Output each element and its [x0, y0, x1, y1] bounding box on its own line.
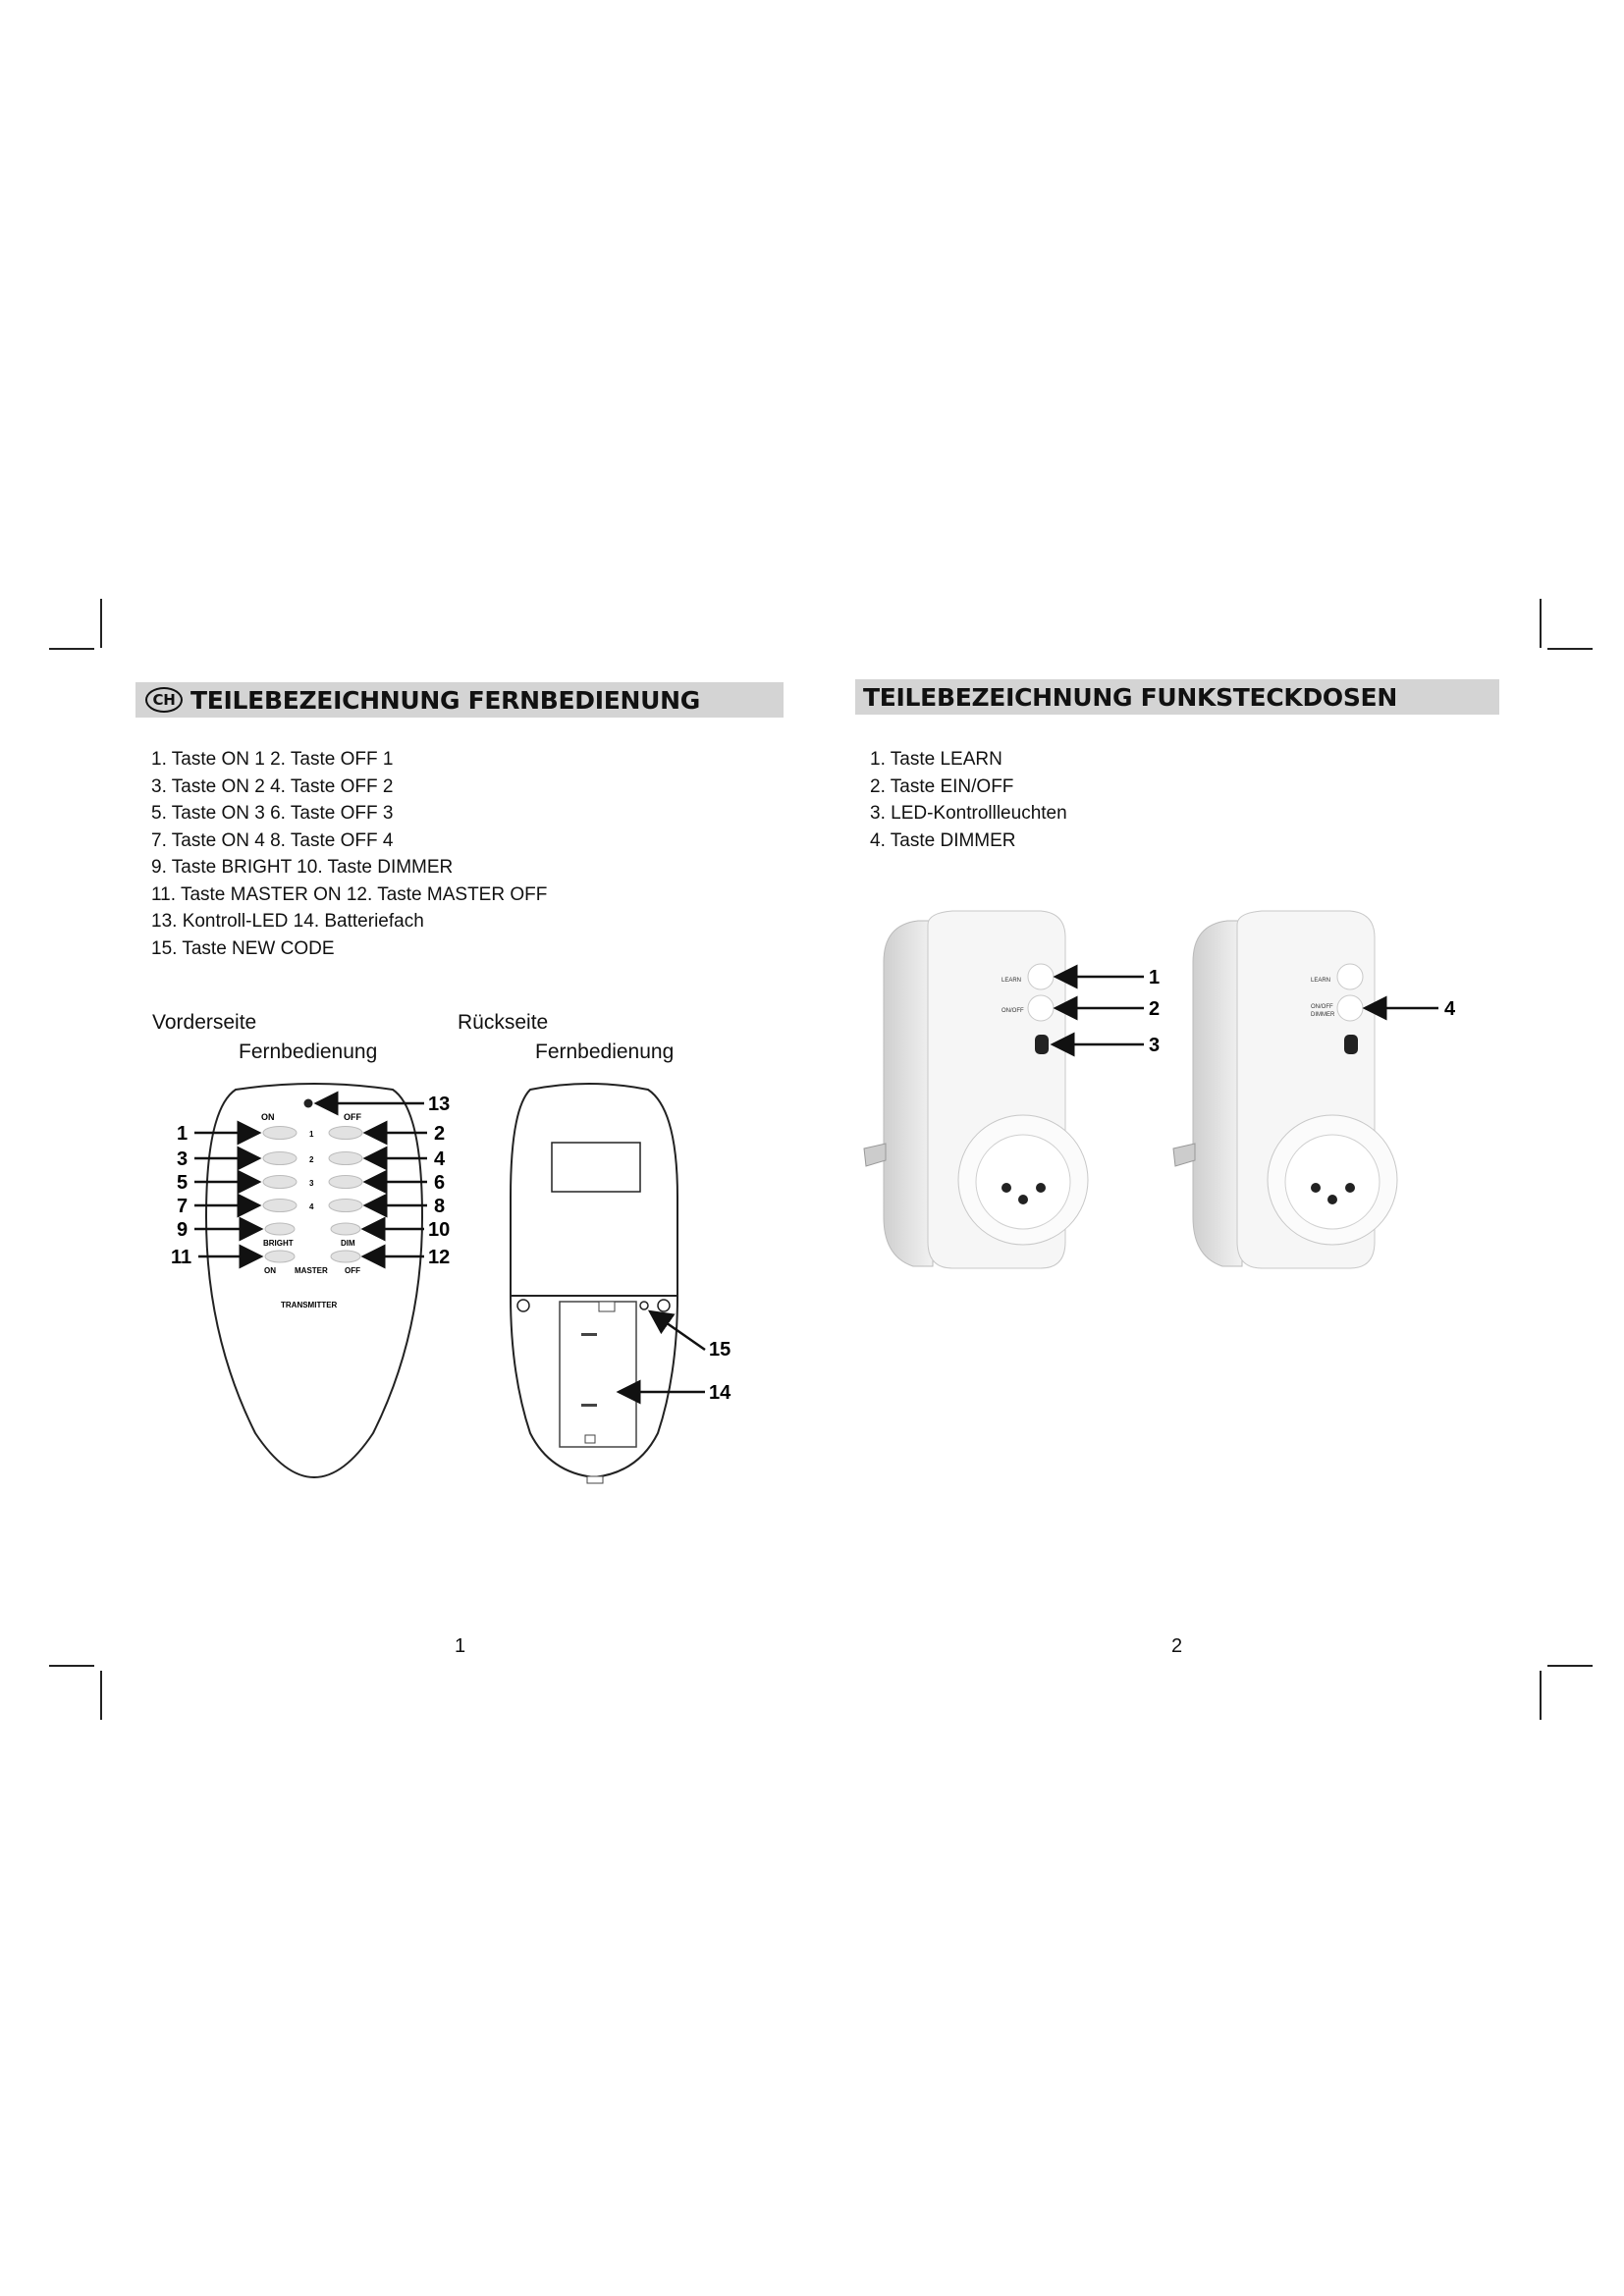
button-off-1	[329, 1127, 362, 1140]
front-caption-1: Vorderseite	[152, 1011, 257, 1034]
label-4: 4	[309, 1202, 314, 1211]
callout-5: 5	[177, 1172, 189, 1194]
right-section-title: TEILEBEZEICHNUNG FUNKSTECKDOSEN	[863, 682, 1397, 712]
button-on-4	[263, 1200, 297, 1212]
callout-1: 1	[177, 1123, 189, 1145]
socket-callout-1: 1	[1149, 967, 1161, 988]
front-caption-2: Fernbedienung	[239, 1041, 378, 1063]
plug-pin	[1173, 1144, 1195, 1166]
screw-right	[658, 1300, 670, 1311]
socket-parts-list	[870, 746, 1067, 854]
button-on-1	[263, 1127, 297, 1140]
list-item: 13. Kontroll-LED 14. Batteriefach	[151, 911, 424, 932]
callout-7: 7	[177, 1196, 189, 1217]
dimmer-label: DIMMER	[1311, 1012, 1335, 1018]
crop-mark	[49, 1665, 94, 1667]
socket-diagram-2	[1154, 903, 1478, 1276]
button-off-2	[329, 1152, 362, 1165]
list-item: 1. Taste ON 1 2. Taste OFF 1	[151, 749, 394, 770]
onoff-label: ON/OFF	[1311, 1004, 1333, 1010]
list-item: 5. Taste ON 3 6. Taste OFF 3	[151, 803, 394, 824]
callout-13: 13	[428, 1094, 451, 1115]
label-bright: BRIGHT	[263, 1239, 294, 1248]
socket-callout-2: 2	[1149, 998, 1161, 1020]
list-item: 3. LED-Kontrollleuchten	[870, 803, 1067, 824]
label-master: MASTER	[295, 1266, 328, 1275]
left-section-header	[135, 682, 784, 718]
label-off: OFF	[344, 1112, 361, 1122]
label-on: ON	[261, 1112, 275, 1122]
back-caption-1: Rückseite	[458, 1011, 549, 1034]
socket-side	[884, 921, 933, 1266]
callout-12: 12	[428, 1247, 451, 1268]
callout-6: 6	[434, 1172, 446, 1194]
label-2: 2	[309, 1155, 314, 1164]
led-indicator	[1344, 1035, 1358, 1054]
callout-9: 9	[177, 1219, 189, 1241]
learn-button	[1028, 964, 1054, 989]
callout-15: 15	[709, 1339, 731, 1361]
outlet-face	[1285, 1135, 1380, 1229]
learn-button	[1337, 964, 1363, 989]
callout-8: 8	[434, 1196, 446, 1217]
callout-10: 10	[428, 1219, 451, 1241]
left-section-title: TEILEBEZEICHNUNG FERNBEDIENUNG	[190, 685, 700, 715]
button-bright	[265, 1223, 295, 1235]
callout-4: 4	[434, 1148, 446, 1170]
button-dim	[331, 1223, 360, 1235]
button-on-2	[263, 1152, 297, 1165]
socket-callout-4: 4	[1444, 998, 1456, 1020]
callout-14: 14	[709, 1382, 731, 1404]
crop-mark	[100, 1671, 102, 1720]
socket-side	[1193, 921, 1242, 1266]
list-item: 2. Taste EIN/OFF	[870, 775, 1014, 797]
list-item: 9. Taste BRIGHT 10. Taste DIMMER	[151, 857, 454, 878]
remote-back-diagram	[491, 1080, 756, 1502]
button-off-4	[329, 1200, 362, 1212]
list-item: 15. Taste NEW CODE	[151, 937, 335, 959]
onoff-button	[1028, 995, 1054, 1021]
callout-3: 3	[177, 1148, 189, 1170]
button-master-on	[265, 1251, 295, 1262]
crop-mark	[1540, 599, 1542, 648]
button-on-3	[263, 1176, 297, 1189]
plug-pin	[864, 1144, 886, 1166]
list-item: 3. Taste ON 2 4. Taste OFF 2	[151, 775, 394, 797]
crop-mark	[1540, 1671, 1542, 1720]
onoff-dimmer-button	[1337, 995, 1363, 1021]
remote-parts-list	[151, 746, 547, 962]
right-section-header	[855, 679, 1499, 715]
remote-front-diagram	[157, 1080, 471, 1492]
led-indicator	[1035, 1035, 1049, 1054]
country-badge: CH	[145, 687, 183, 713]
label-1: 1	[309, 1130, 314, 1139]
learn-label: LEARN	[1311, 978, 1331, 984]
list-item: 4. Taste DIMMER	[870, 829, 1016, 851]
crop-mark	[1547, 1665, 1593, 1667]
list-item: 7. Taste ON 4 8. Taste OFF 4	[151, 829, 394, 851]
socket-diagram-1	[844, 903, 1178, 1276]
label-3: 3	[309, 1179, 314, 1188]
back-caption-2: Fernbedienung	[535, 1041, 675, 1063]
list-item: 1. Taste LEARN	[870, 749, 1002, 770]
socket-callout-3: 3	[1149, 1035, 1161, 1056]
label-dim: DIM	[341, 1239, 355, 1248]
crop-mark	[49, 648, 94, 650]
callout-11: 11	[171, 1247, 192, 1268]
page-number-2: 2	[1171, 1635, 1183, 1657]
list-item: 11. Taste MASTER ON 12. Taste MASTER OFF	[151, 883, 548, 905]
crop-mark	[1547, 648, 1593, 650]
remote-body	[206, 1084, 422, 1477]
battery-compartment	[560, 1302, 636, 1447]
callout-2: 2	[434, 1123, 446, 1145]
control-led	[304, 1099, 313, 1108]
label-transmitter: TRANSMITTER	[281, 1301, 338, 1309]
learn-label: LEARN	[1001, 978, 1022, 984]
button-off-3	[329, 1176, 362, 1189]
outlet-face	[976, 1135, 1070, 1229]
label-master-on: ON	[264, 1266, 276, 1275]
label-master-off: OFF	[345, 1266, 360, 1275]
page-number-1: 1	[455, 1635, 466, 1657]
onoff-label: ON/OFF	[1001, 1008, 1024, 1014]
crop-mark	[100, 599, 102, 648]
new-code-button	[640, 1302, 648, 1309]
screw-left	[517, 1300, 529, 1311]
label-window	[552, 1143, 640, 1192]
button-master-off	[331, 1251, 360, 1262]
